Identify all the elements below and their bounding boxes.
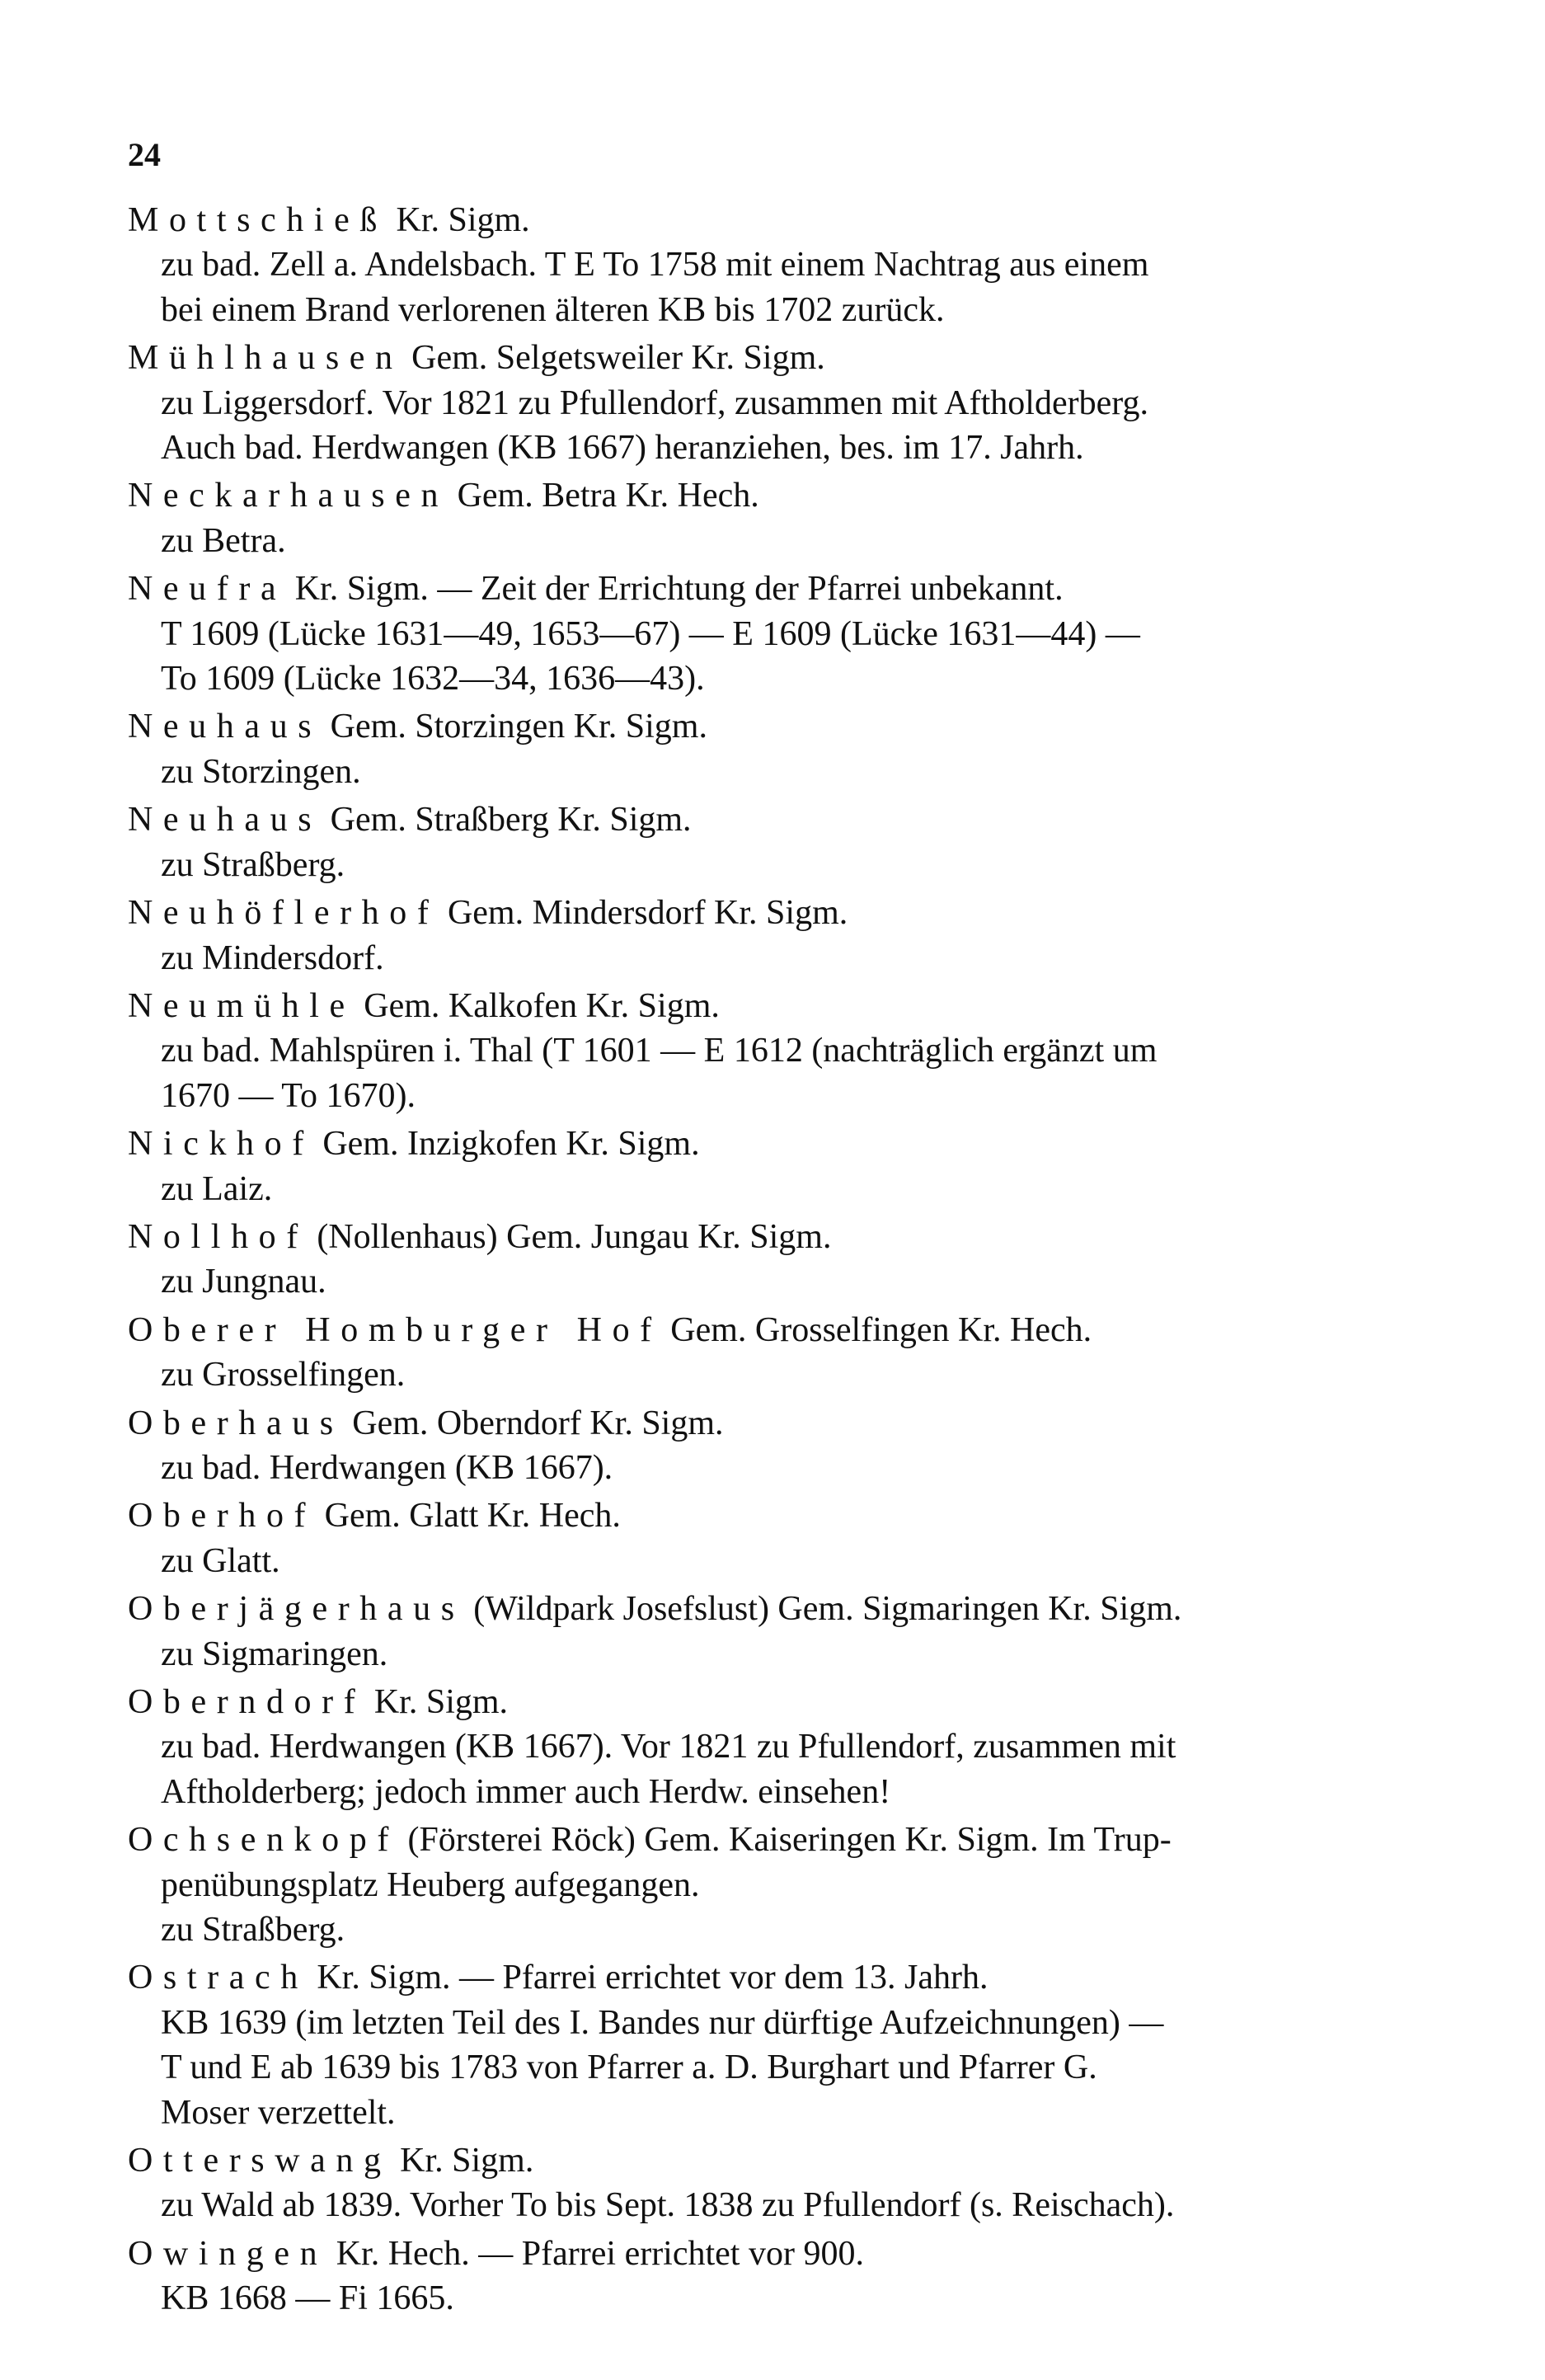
- entry-detail-line: 1670 — To 1670).: [161, 1076, 416, 1115]
- entry-first-line: [128, 1122, 1430, 1166]
- entry-location: Gem. Storzingen Kr. Sigm.: [322, 708, 707, 746]
- entry-location: Gem. Betra Kr. Hech.: [448, 477, 759, 515]
- index-entry: [128, 1493, 1430, 1583]
- index-entry: [128, 1955, 1430, 2135]
- entry-detail-line: zu bad. Zell a. Andelsbach. T E To 1758 mit einem Nachtrag aus einem: [161, 246, 1149, 285]
- index-entry: [128, 2232, 1430, 2321]
- entry-first-line: [128, 1587, 1430, 1631]
- entry-location: Gem. Inzigkofen Kr. Sigm.: [313, 1125, 700, 1164]
- entry-location: (Wildpark Josefslust) Gem. Sigmaringen Kr. Sigm.: [464, 1590, 1182, 1629]
- entry-detail-line: To 1609 (Lücke 1632—34, 1636—43).: [161, 660, 705, 698]
- entry-place-name: Nollhof: [128, 1217, 308, 1256]
- index-entry: [128, 198, 1430, 332]
- entry-place-name: Oberer Homburger Hof: [128, 1310, 662, 1349]
- entry-location: Kr. Sigm.: [365, 1683, 509, 1721]
- entry-place-name: Neuhöflerhof: [128, 894, 439, 933]
- index-entry: [128, 336, 1430, 470]
- entry-location: (Försterei Röck) Gem. Kaiseringen Kr. Sigm. Im Trup-: [398, 1821, 1172, 1860]
- entry-place-name: Neuhaus: [128, 708, 322, 746]
- index-entry: [128, 473, 1430, 563]
- entry-first-line: [128, 2232, 1430, 2276]
- index-entry: [128, 984, 1430, 1118]
- index-entry: [128, 1215, 1430, 1305]
- entry-detail-line: zu Sigmaringen.: [161, 1634, 388, 1673]
- entry-location: Kr. Sigm.: [387, 201, 530, 239]
- entry-first-line: [128, 1215, 1430, 1259]
- entry-place-name: Mottschieß: [128, 201, 387, 239]
- entry-first-line: [128, 473, 1430, 518]
- entry-location: Kr. Hech. — Pfarrei errichtet vor 900.: [327, 2234, 864, 2273]
- entry-detail-line: zu Mindersdorf.: [161, 938, 384, 977]
- index-entry: [128, 1587, 1430, 1677]
- entry-detail-line: zu Laiz.: [161, 1169, 273, 1208]
- entry-detail-line: zu bad. Herdwangen (KB 1667).: [161, 1448, 613, 1487]
- entry-detail-line: T 1609 (Lücke 1631—49, 1653—67) — E 1609 (Lücke 1631—44) —: [161, 614, 1140, 653]
- entry-place-name: Oberhof: [128, 1497, 317, 1536]
- entry-first-line: [128, 567, 1430, 611]
- entry-location: Kr. Sigm. — Pfarrei errichtet vor dem 13. Jahrh.: [308, 1959, 989, 1997]
- entry-detail-line: Moser verzettelt.: [161, 2093, 396, 2132]
- index-entry: [128, 1680, 1430, 1814]
- entry-detail-line: Aftholderberg; jedoch immer auch Herdw. einsehen!: [161, 1772, 891, 1811]
- entry-first-line: [128, 2138, 1430, 2183]
- entry-detail-line: zu Jungnau.: [161, 1263, 326, 1301]
- entry-first-line: [128, 984, 1430, 1028]
- index-entry: [128, 704, 1430, 794]
- entry-detail-line: zu bad. Mahlspüren i. Thal (T 1601 — E 1612 (nachträglich ergänzt um: [161, 1032, 1158, 1070]
- entry-location: Kr. Sigm. — Zeit der Errichtung der Pfarrei unbekannt.: [286, 570, 1064, 609]
- entry-first-line: [128, 704, 1430, 749]
- entry-place-name: Oberhaus: [128, 1404, 344, 1442]
- entry-detail-line: Auch bad. Herdwangen (KB 1667) heranziehen, bes. im 17. Jahrh.: [161, 429, 1084, 468]
- entry-place-name: Neumühle: [128, 986, 355, 1025]
- index-entry: [128, 797, 1430, 887]
- entry-detail-line: zu Storzingen.: [161, 752, 361, 791]
- entry-place-name: Mühlhausen: [128, 339, 403, 378]
- entry-first-line: [128, 1680, 1430, 1724]
- entry-detail-line: zu bad. Herdwangen (KB 1667). Vor 1821 zu Pfullendorf, zusammen mit: [161, 1728, 1176, 1766]
- entry-first-line: [128, 797, 1430, 842]
- entry-place-name: Owingen: [128, 2234, 328, 2273]
- entry-detail-line: zu Grosselfingen.: [161, 1356, 406, 1395]
- entry-location: Gem. Kalkofen Kr. Sigm.: [355, 986, 720, 1025]
- entry-location: Gem. Selgetsweiler Kr. Sigm.: [402, 339, 825, 378]
- index-entry: [128, 1308, 1430, 1398]
- entry-first-line: [128, 1401, 1430, 1446]
- index-entry: [128, 1401, 1430, 1491]
- entry-first-line: [128, 1493, 1430, 1538]
- entry-detail-line: penübungsplatz Heuberg aufgegangen.: [161, 1865, 700, 1904]
- entry-location: Gem. Glatt Kr. Hech.: [316, 1497, 621, 1536]
- index-entry: [128, 1818, 1430, 1952]
- entry-detail-line: zu Straßberg.: [161, 1911, 345, 1950]
- entry-place-name: Neufra: [128, 570, 287, 609]
- entry-first-line: [128, 336, 1430, 380]
- entry-detail-line: zu Wald ab 1839. Vorher To bis Sept. 1838 zu Pfullendorf (s. Reischach).: [161, 2186, 1175, 2225]
- entry-place-name: Ochsenkopf: [128, 1821, 399, 1860]
- entry-place-name: Ostrach: [128, 1959, 308, 1997]
- entry-first-line: [128, 198, 1430, 242]
- entry-detail-line: zu Straßberg.: [161, 845, 345, 884]
- entry-first-line: [128, 891, 1430, 935]
- entry-first-line: [128, 1955, 1430, 2000]
- entry-first-line: [128, 1308, 1430, 1352]
- entry-location: Gem. Straßberg Kr. Sigm.: [322, 801, 692, 840]
- entry-place-name: Neckarhausen: [128, 477, 449, 515]
- entry-list: [128, 198, 1430, 2325]
- entry-place-name: Otterswang: [128, 2142, 392, 2180]
- entry-location: Gem. Grosselfingen Kr. Hech.: [661, 1310, 1092, 1349]
- index-entry: [128, 1122, 1430, 1211]
- page-number: 24: [128, 136, 161, 173]
- entry-location: Gem. Oberndorf Kr. Sigm.: [343, 1404, 724, 1442]
- entry-detail-line: zu Betra.: [161, 521, 286, 560]
- entry-detail-line: KB 1639 (im letzten Teil des I. Bandes nur dürftige Aufzeichnungen) —: [161, 2003, 1164, 2042]
- index-entry: [128, 891, 1430, 981]
- entry-location: (Nollenhaus) Gem. Jungau Kr. Sigm.: [308, 1217, 832, 1256]
- entry-location: Kr. Sigm.: [391, 2142, 534, 2180]
- entry-location: Gem. Mindersdorf Kr. Sigm.: [439, 894, 848, 933]
- entry-detail-line: KB 1668 — Fi 1665.: [161, 2279, 454, 2318]
- index-entry: [128, 2138, 1430, 2228]
- entry-first-line: [128, 1818, 1430, 1862]
- entry-detail-line: zu Glatt.: [161, 1541, 280, 1580]
- entry-detail-line: bei einem Brand verlorenen älteren KB bis 1702 zurück.: [161, 290, 945, 329]
- entry-place-name: Nickhof: [128, 1125, 314, 1164]
- entry-detail-line: T und E ab 1639 bis 1783 von Pfarrer a. D. Burghart und Pfarrer G.: [161, 2048, 1097, 2087]
- entry-detail-line: zu Liggersdorf. Vor 1821 zu Pfullendorf, zusammen mit Aftholderberg.: [161, 383, 1148, 422]
- entry-place-name: Oberjägerhaus: [128, 1590, 465, 1629]
- entry-place-name: Neuhaus: [128, 801, 322, 840]
- index-entry: [128, 567, 1430, 701]
- entry-place-name: Oberndorf: [128, 1683, 366, 1721]
